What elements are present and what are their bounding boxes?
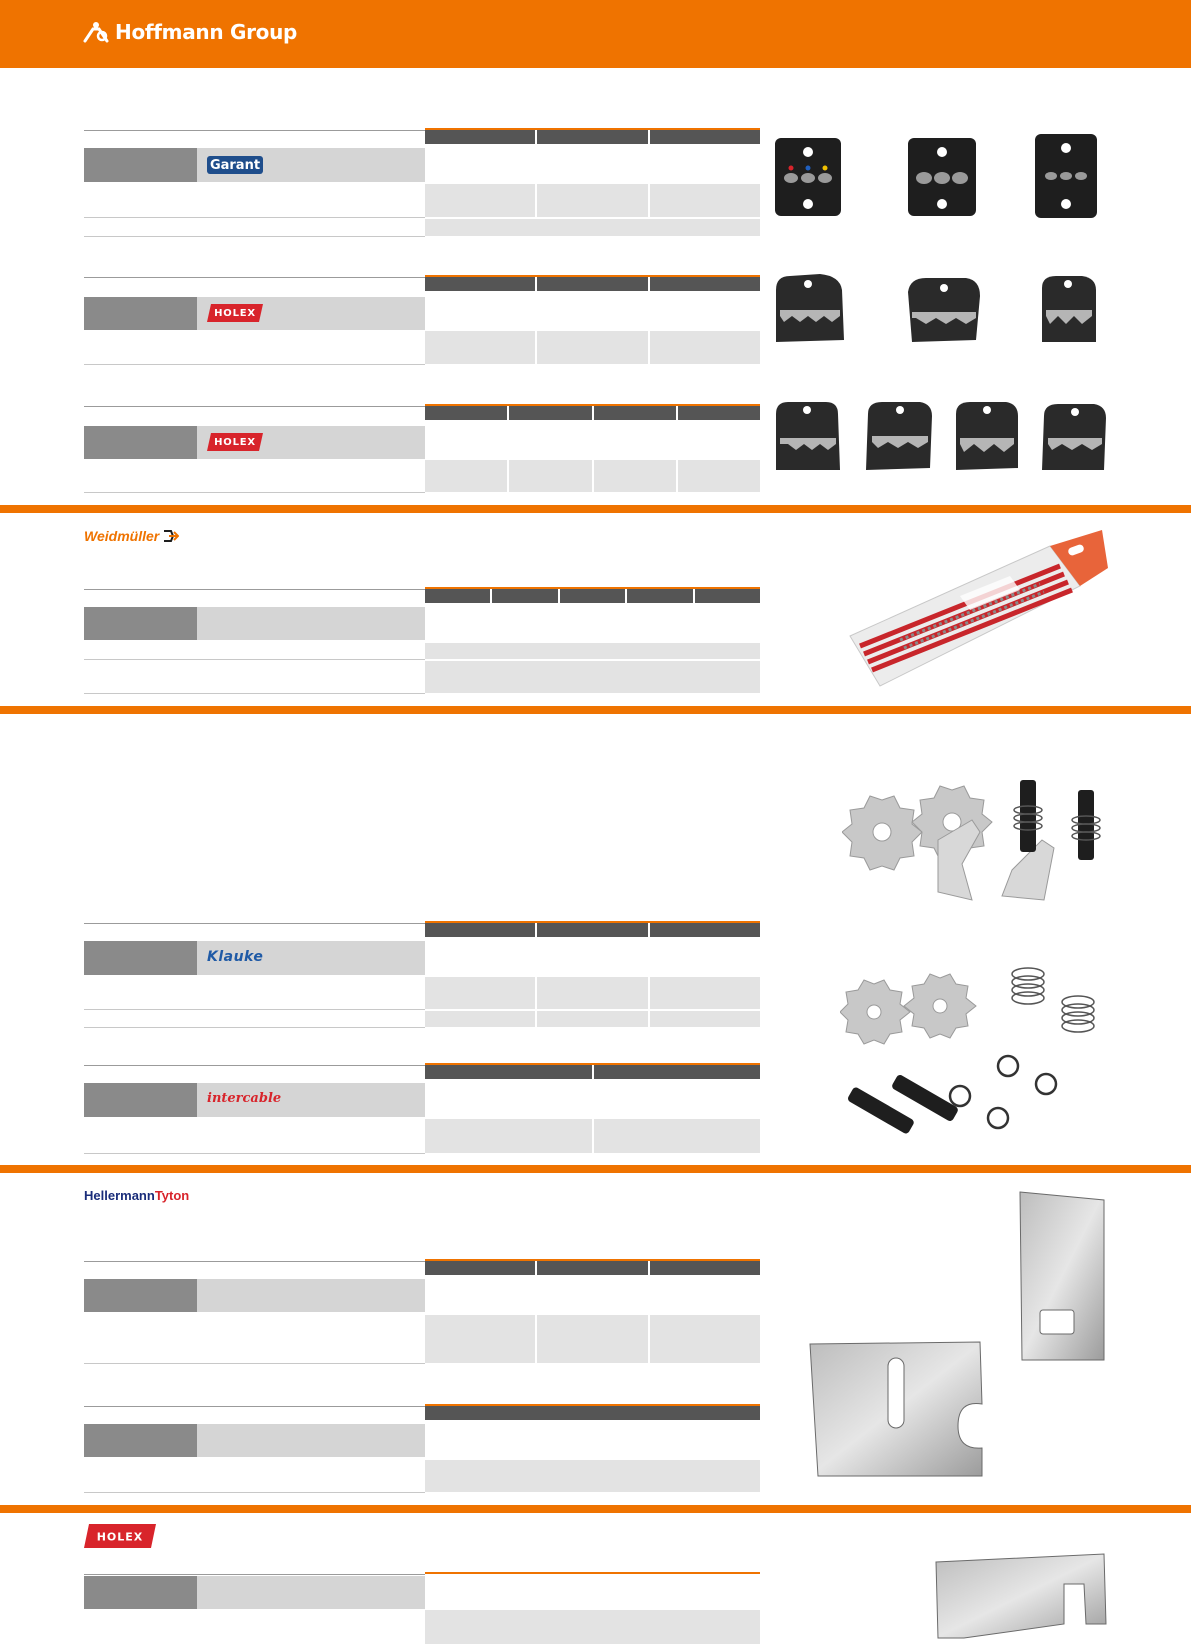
cutter-spare-kit-image: [840, 960, 1120, 1160]
label-cell-dark: [84, 426, 197, 459]
header-cell: [650, 130, 760, 144]
page-header: [0, 0, 1191, 68]
table-top-rule: [84, 1261, 425, 1262]
grid-cell: [425, 1420, 760, 1458]
header-cell: [678, 406, 760, 420]
grid-row: [425, 1420, 760, 1458]
table-top-rule: [84, 277, 425, 278]
label-cell-light: [197, 1576, 425, 1609]
grid-row: [425, 144, 760, 182]
cutter-spare-parts-image: [842, 780, 1122, 930]
section-divider: [0, 1505, 1191, 1513]
header-cell: [695, 589, 760, 603]
data-grid: [425, 587, 760, 695]
grid-cell: [425, 977, 535, 1009]
hellermann-part: Hellermann: [84, 1188, 155, 1203]
product-table-klauke: [84, 921, 760, 1029]
label-cell-dark: [84, 148, 197, 182]
grid-cell: [425, 937, 535, 975]
table-rule: [84, 1153, 425, 1154]
grid-row: [425, 1079, 760, 1117]
grid-header-row: [425, 1261, 760, 1275]
crimp-die-image-holex-a: [770, 270, 1110, 350]
grid-cell: [425, 420, 507, 458]
grid-cell: [695, 603, 760, 641]
grid-cell: [560, 603, 625, 641]
header-cell: [650, 923, 760, 937]
grid-cell: [594, 420, 676, 458]
product-table-holex-b: [84, 404, 760, 494]
grid-cell: [425, 1011, 535, 1027]
label-cell-dark: [84, 1279, 197, 1312]
grid-row: [425, 1119, 760, 1153]
grid-cell: [650, 1011, 760, 1027]
grid-row: [425, 219, 760, 236]
label-cell-light: [197, 1279, 425, 1312]
grid-cell: [650, 184, 760, 217]
grid-cell: [425, 603, 490, 641]
product-table-holex-a: [84, 275, 760, 366]
grid-row: [425, 291, 760, 329]
header-cell: [425, 589, 490, 603]
grid-cell: [594, 1119, 761, 1153]
product-table-holex-c: [84, 1572, 760, 1644]
grid-header-row: [425, 130, 760, 144]
table-rule: [84, 1027, 425, 1028]
grid-header-row: [425, 1406, 760, 1420]
product-table-intercable: [84, 1063, 760, 1155]
grid-row: [425, 460, 760, 492]
product-table-hellermann-a: [84, 1259, 760, 1365]
grid-cell: [650, 977, 760, 1009]
label-cell-dark: [84, 1083, 197, 1117]
label-cell-dark: [84, 607, 197, 640]
table-top-rule: [84, 923, 425, 924]
stripping-blades-image: [808, 1190, 1108, 1480]
weidmuller-brand: Weidmüller: [84, 528, 160, 544]
grid-row: [425, 1011, 760, 1027]
grid-cell: [650, 291, 760, 329]
grid-cell: [425, 1574, 760, 1610]
data-grid: [425, 275, 760, 366]
grid-header-row: [425, 589, 760, 603]
grid-cell: [650, 1315, 760, 1363]
garant-brand-badge: Garant: [207, 156, 263, 174]
grid-cell: [425, 1610, 760, 1644]
table-rule: [84, 364, 425, 365]
grid-header-row: [425, 277, 760, 291]
hoffmann-group-logo[interactable]: [83, 20, 297, 44]
header-cell: [425, 1406, 760, 1420]
data-grid: [425, 1404, 760, 1494]
holex-brand-badge: [207, 304, 263, 322]
table-rule: [84, 1363, 425, 1364]
header-cell: [537, 130, 647, 144]
grid-cell: [425, 219, 760, 236]
section-divider: [0, 706, 1191, 714]
grid-cell: [537, 184, 647, 217]
table-rule: [84, 659, 425, 660]
table-top-rule: [84, 130, 425, 131]
grid-header-row: [425, 923, 760, 937]
grid-cell: [627, 603, 692, 641]
table-rule: [84, 693, 425, 694]
grid-cell: [594, 460, 676, 492]
brand-name: Hoffmann Group: [115, 20, 298, 44]
hoffmann-figure-icon: [83, 21, 109, 43]
data-grid: [425, 1063, 760, 1155]
label-cell-dark: [84, 941, 197, 975]
crimp-die-image-garant: [770, 130, 1110, 222]
section-divider: [0, 505, 1191, 513]
header-cell: [492, 589, 557, 603]
hook-blade-image: [934, 1550, 1138, 1640]
grid-cell: [537, 291, 647, 329]
header-cell: [425, 1065, 592, 1079]
label-cell-dark: [84, 1576, 197, 1609]
header-cell: [537, 277, 647, 291]
grid-cell: [537, 1275, 647, 1313]
grid-cell: [594, 1079, 761, 1117]
grid-row: [425, 331, 760, 364]
holex-badge-label: HOLEX: [214, 436, 256, 448]
header-cell: [594, 1065, 761, 1079]
product-table-hellermann-b: [84, 1404, 760, 1494]
product-table-weidmuller: [84, 587, 760, 695]
grid-cell: [650, 331, 760, 364]
header-cell: [425, 277, 535, 291]
holex-badge-label: HOLEX: [214, 307, 256, 319]
header-cell: [425, 1261, 535, 1275]
table-rule: [84, 492, 425, 493]
table-rule: [84, 236, 425, 237]
grid-cell: [425, 643, 760, 659]
section-divider: [0, 1165, 1191, 1173]
grid-cell: [425, 1079, 592, 1117]
data-grid: [425, 1259, 760, 1365]
data-grid: [425, 1572, 760, 1644]
grid-row: [425, 420, 760, 458]
header-cell: [650, 277, 760, 291]
label-cell-dark: [84, 297, 197, 330]
header-cell: [425, 130, 535, 144]
grid-row: [425, 1275, 760, 1313]
grid-cell: [425, 460, 507, 492]
table-rule: [84, 217, 425, 218]
header-cell: [594, 406, 676, 420]
grid-cell: [650, 144, 760, 182]
label-cell-dark: [84, 1424, 197, 1457]
grid-row: [425, 1574, 760, 1610]
grid-cell: [492, 603, 557, 641]
ferrule-pack-image: [840, 528, 1110, 696]
grid-cell: [425, 331, 535, 364]
grid-cell: [425, 661, 760, 693]
table-top-rule: [84, 406, 425, 407]
grid-cell: [425, 184, 535, 217]
header-cell: [425, 406, 507, 420]
intercable-brand-badge: intercable: [207, 1091, 282, 1106]
grid-cell: [537, 977, 647, 1009]
header-cell: [509, 406, 591, 420]
grid-row: [425, 643, 760, 659]
grid-row: [425, 977, 760, 1009]
data-grid: [425, 921, 760, 1029]
grid-row: [425, 1315, 760, 1363]
grid-cell: [678, 420, 760, 458]
grid-header-row: [425, 1065, 760, 1079]
header-cell: [627, 589, 692, 603]
grid-cell: [425, 1315, 535, 1363]
label-cell-light: [197, 607, 425, 640]
grid-cell: [537, 937, 647, 975]
holex-brand-badge: [207, 433, 263, 451]
grid-row: [425, 1610, 760, 1644]
product-table-garant: [84, 128, 760, 238]
grid-row: [425, 937, 760, 975]
header-cell: [537, 1261, 647, 1275]
grid-cell: [425, 1119, 592, 1153]
data-grid: [425, 128, 760, 238]
grid-header-row: [425, 406, 760, 420]
grid-cell: [537, 1011, 647, 1027]
table-top-rule: [84, 589, 425, 590]
table-rule: [84, 1009, 425, 1010]
header-cell: [425, 923, 535, 937]
grid-row: [425, 184, 760, 217]
grid-cell: [425, 144, 535, 182]
grid-cell: [425, 1460, 760, 1492]
grid-cell: [425, 291, 535, 329]
hellermanntyton-logo[interactable]: [84, 1188, 189, 1203]
grid-cell: [650, 1275, 760, 1313]
grid-cell: [650, 937, 760, 975]
data-grid: [425, 404, 760, 494]
label-cell-light: [197, 1424, 425, 1457]
grid-row: [425, 661, 760, 693]
table-top-rule: [84, 1406, 425, 1407]
header-cell: [537, 923, 647, 937]
table-rule: [84, 1492, 425, 1493]
grid-cell: [509, 420, 591, 458]
header-cell: [650, 1261, 760, 1275]
holex-logo-text: HOLEX: [96, 1530, 144, 1544]
grid-row: [425, 1460, 760, 1492]
weidmuller-arrows-icon: [163, 529, 179, 543]
weidmuller-logo[interactable]: [84, 528, 179, 544]
header-cell: [560, 589, 625, 603]
holex-logo[interactable]: [84, 1524, 156, 1548]
grid-row: [425, 603, 760, 641]
tyton-part: Tyton: [154, 1188, 190, 1203]
crimp-die-image-holex-b: [772, 396, 1112, 478]
grid-cell: [509, 460, 591, 492]
klauke-brand-badge: Klauke: [207, 949, 264, 965]
table-top-rule: [84, 1065, 425, 1066]
grid-cell: [537, 331, 647, 364]
grid-cell: [537, 1315, 647, 1363]
grid-cell: [678, 460, 760, 492]
grid-cell: [537, 144, 647, 182]
table-top-rule: [84, 1574, 425, 1575]
grid-cell: [425, 1275, 535, 1313]
